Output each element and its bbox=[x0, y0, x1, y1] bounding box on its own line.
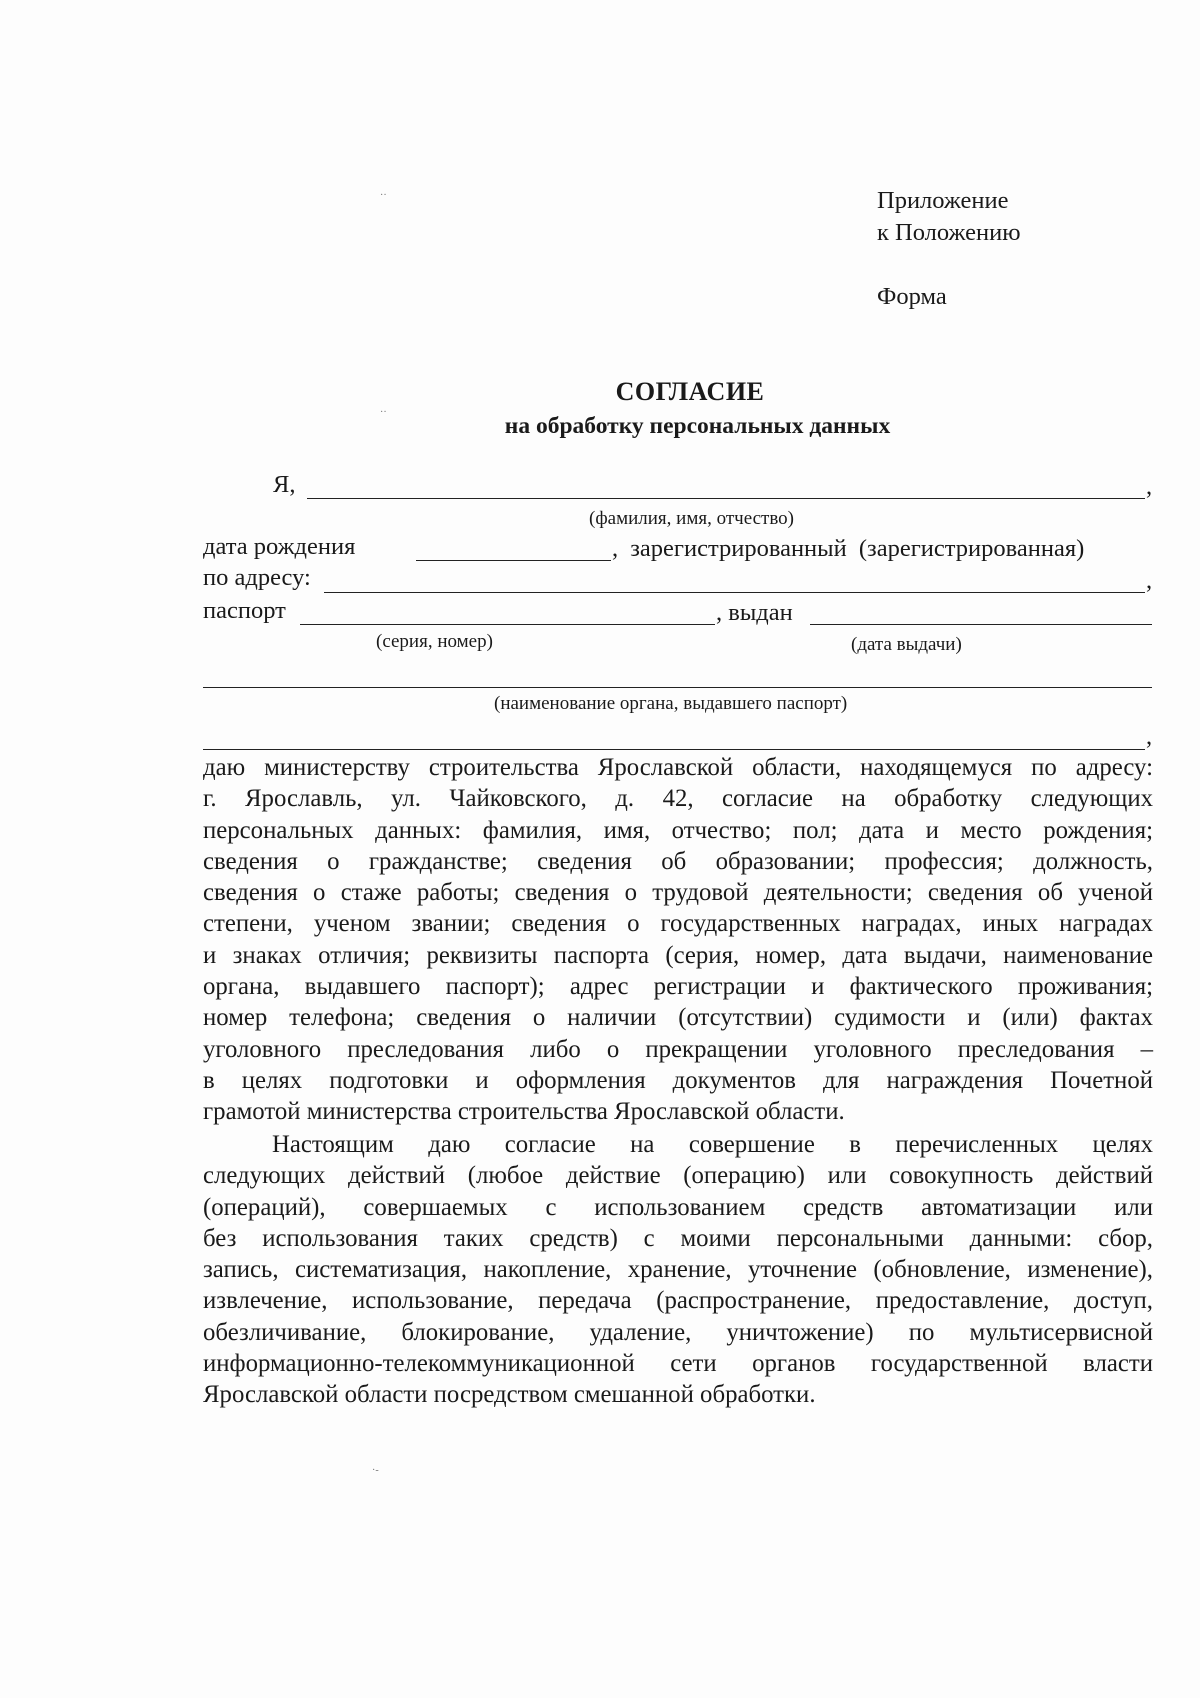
fio-caption: (фамилия, имя, отчество) bbox=[589, 508, 795, 529]
paragraph-line: г. Ярославль, ул. Чайковского, д. 42, согласие на обработку следующих bbox=[203, 785, 1153, 813]
address-line[interactable] bbox=[324, 592, 1145, 593]
document-subtitle: на обработку персональных данных bbox=[504, 413, 891, 439]
paragraph-line: грамотой министерства строительства Ярославской области. bbox=[203, 1098, 845, 1126]
scan-speck: ·· bbox=[380, 407, 387, 418]
consent-paragraph-1 bbox=[203, 752, 1153, 1128]
paragraph-line: сведения о гражданстве; сведения об образовании; профессия; должность, bbox=[203, 847, 1153, 875]
form-label: Форма bbox=[877, 283, 947, 310]
scan-speck: ·· bbox=[380, 190, 387, 201]
paragraph-line: Настоящим даю согласие на совершение в перечисленных целях bbox=[272, 1131, 1153, 1158]
paragraph-line: извлечение, использование, передача (распространение, предоставление, доступ, bbox=[203, 1287, 1153, 1315]
paragraph-line: (операций), совершаемых с использованием средств автоматизации или bbox=[203, 1193, 1153, 1221]
paragraph-line: степени, ученом звании; сведения о государственных наградах, иных наградах bbox=[203, 910, 1153, 938]
issued-label: , выдан bbox=[716, 599, 793, 626]
consent-paragraph-2 bbox=[203, 1129, 1153, 1411]
fio-line[interactable] bbox=[307, 498, 1145, 499]
paragraph-line: персональных данных: фамилия, имя, отчество; пол; дата и место рождения; bbox=[203, 816, 1153, 844]
authority-caption: (наименование органа, выдавшего паспорт) bbox=[494, 693, 848, 714]
paragraph-line: обезличивание, блокирование, удаление, уничтожение) по мультисервисной bbox=[203, 1318, 1153, 1346]
birth-date-line[interactable] bbox=[416, 560, 611, 561]
authority-comma: , bbox=[1146, 723, 1153, 750]
paragraph-line: сведения о стаже работы; сведения о трудовой деятельности; сведения об ученой bbox=[203, 879, 1153, 907]
authority-line-2[interactable] bbox=[203, 749, 1145, 750]
paragraph-line: запись, систематизация, накопление, хранение, уточнение (обновление, изменение), bbox=[203, 1256, 1153, 1284]
paragraph-line: даю министерству строительства Ярославской области, находящемуся по адресу: bbox=[203, 754, 1153, 781]
paragraph-line: органа, выдавшего паспорт); адрес регистрации и фактического проживания; bbox=[203, 973, 1153, 1001]
paragraph-line: и знаках отличия; реквизиты паспорта (серия, номер, дата выдачи, наименование bbox=[203, 941, 1153, 969]
authority-line-1[interactable] bbox=[203, 687, 1152, 688]
paragraph-line: номер телефона; сведения о наличии (отсутствии) судимости и (или) фактах bbox=[203, 1004, 1153, 1032]
birth-label: дата рождения bbox=[203, 533, 356, 560]
address-comma: , bbox=[1146, 567, 1153, 594]
passport-number-line[interactable] bbox=[300, 624, 715, 625]
paragraph-line: информационно-телекоммуникационной сети органов государственной власти bbox=[203, 1350, 1153, 1378]
registered-label: , зарегистрированный (зарегистрированная) bbox=[612, 535, 1085, 562]
paragraph-line: уголовного преследования либо о прекращении уголовного преследования – bbox=[203, 1035, 1153, 1063]
passport-label: паспорт bbox=[203, 597, 286, 624]
scan-speck: ·- bbox=[372, 1465, 379, 1476]
issue-date-line[interactable] bbox=[810, 624, 1152, 625]
document-title: СОГЛАСИЕ bbox=[615, 377, 765, 406]
paragraph-line: следующих действий (любое действие (операцию) или совокупность действий bbox=[203, 1162, 1153, 1190]
paragraph-line: в целях подготовки и оформления документов для награждения Почетной bbox=[203, 1066, 1153, 1094]
annex-line-2: к Положению bbox=[877, 219, 1021, 246]
series-caption: (серия, номер) bbox=[376, 631, 493, 652]
issue-date-caption: (дата выдачи) bbox=[851, 634, 962, 655]
paragraph-line: без использования таких средств) с моими персональными данными: сбор, bbox=[203, 1224, 1153, 1252]
fio-comma: , bbox=[1146, 473, 1153, 500]
annex-line-1: Приложение bbox=[877, 187, 1009, 214]
paragraph-line: Ярославской области посредством смешанной обработки. bbox=[203, 1381, 816, 1409]
address-label: по адресу: bbox=[203, 564, 311, 591]
i-label: Я, bbox=[273, 471, 296, 498]
